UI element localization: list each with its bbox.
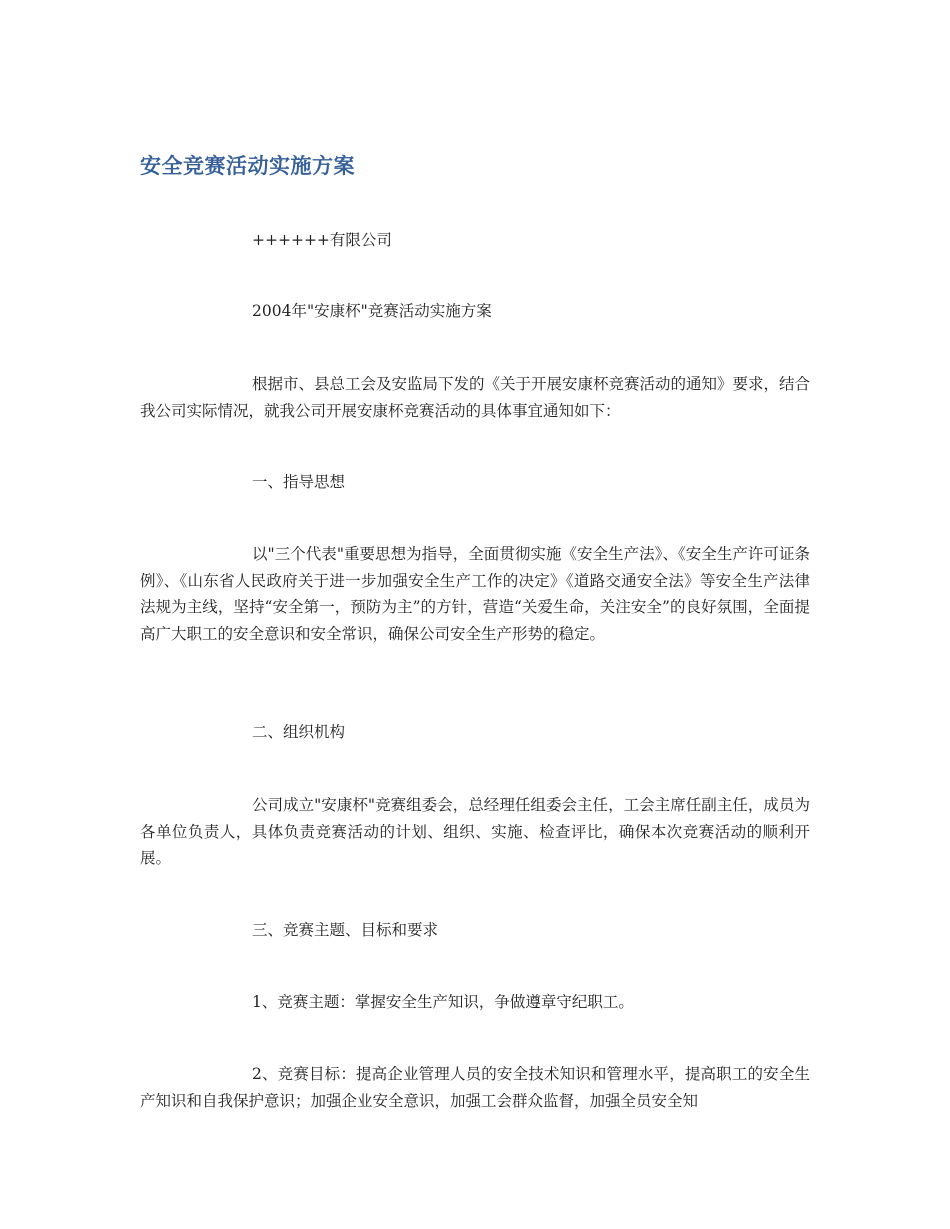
intro-paragraph: 根据市、县总工会及安监局下发的《关于开展安康杯竞赛活动的通知》要求，结合我公司实际情况，就我公司开展安康杯竞赛活动的具体事宜通知如下： xyxy=(140,375,811,420)
section1-body: 以"三个代表"重要思想为指导，全面贯彻实施《安全生产法》、《安全生产许可证条例》、《山东省人民政府关于进一步加强安全生产工作的决定》《道路交通安全法》等安全生产法律法规为主线，坚持“安全第一，预防为主”的方针，营造“关爱生命，关注安全”的良好氛围，全面提高广大职工的安全意识和安全常识，确保公司安全生产形势的稳定。 xyxy=(140,545,810,643)
section2-body: 公司成立"安康杯"竞赛组委会，总经理任组委会主任，工会主席任副主任，成员为各单位负责人，具体负责竞赛活动的计划、组织、实施、检查评比，确保本次竞赛活动的顺利开展。 xyxy=(140,796,810,867)
section1-heading: 一、指导思想 xyxy=(252,473,346,491)
company-name: ++++++有限公司 xyxy=(252,231,392,249)
document-subtitle: 2004年"安康杯"竞赛活动实施方案 xyxy=(252,302,492,320)
section3-item2: 2、竞赛目标：提高企业管理人员的安全技术知识和管理水平，提高职工的安全生产知识和自我保护意识；加强企业安全意识，加强工会群众监督，加强全员安全知 xyxy=(140,1065,810,1110)
document-title: 安全竞赛活动实施方案 xyxy=(140,154,355,178)
section2-heading: 二、组织机构 xyxy=(252,723,346,741)
section3-item1: 1、竞赛主题：掌握安全生产知识，争做遵章守纪职工。 xyxy=(252,993,634,1011)
section3-heading: 三、竞赛主题、目标和要求 xyxy=(252,921,439,939)
